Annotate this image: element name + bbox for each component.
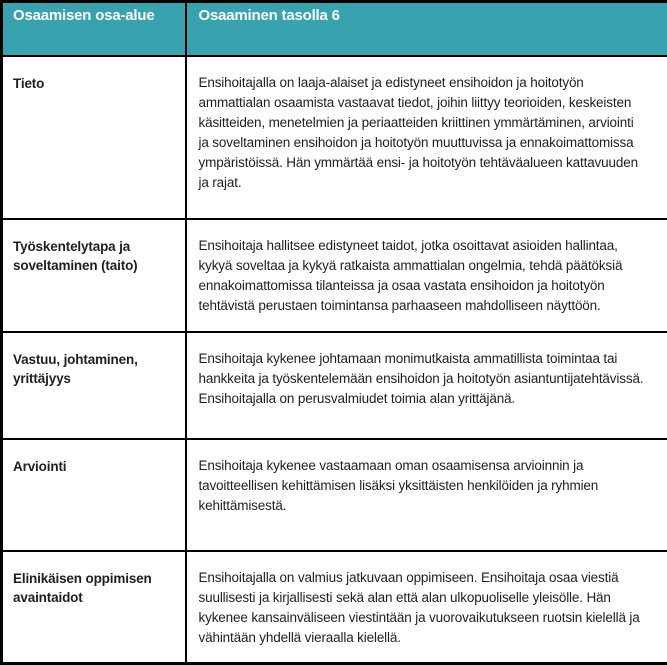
row-area-cell: Työskentelytapa ja soveltaminen (taito)	[2, 219, 186, 332]
table-row	[2, 551, 667, 664]
row-description-cell: Ensihoitajalla on laaja-alaiset ja edistyneet ensihoidon ja hoitotyön ammattialan osaamista vastaavat tiedot, joihin liittyy teorioiden, keskeisten käsitteiden, menetelmien ja periaatteiden kriittinen ymmärtäminen, arviointi ja soveltaminen ensihoidon ja hoitotyön muuttuvissa ja ennakoimattomissa ympäristöissä. Hän ymmärtää ensi- ja hoitotyön tehtäväalueen kattavuuden ja rajat.	[186, 56, 667, 219]
table-row	[2, 332, 667, 439]
row-area-cell: Tieto	[2, 56, 186, 219]
column-header-area: Osaamisen osa-alue	[2, 2, 186, 56]
row-description-cell: Ensihoitaja hallitsee edistyneet taidot, jotka osoittavat asioiden hallintaa, kykyä soveltaa ja kykyä ratkaista ammattialan ongelmia, tehdä päätöksiä ennakoimattomissa tilanteissa ja osaa vastata ensihoidon ja hoitotyön tehtävistä perustaen toimintansa parhaaseen mahdolliseen näyttöön.	[186, 219, 667, 332]
table-row	[2, 56, 667, 219]
table-row	[2, 219, 667, 332]
row-area-cell: Vastuu, johtaminen, yrittäjyys	[2, 332, 186, 439]
column-header-level: Osaaminen tasolla 6	[186, 2, 667, 56]
row-area-cell: Elinikäisen oppimisen avaintaidot	[2, 551, 186, 664]
row-description-cell: Ensihoitaja kykenee vastaamaan oman osaamisensa arvioinnin ja tavoitteellisen kehittämisen lisäksi yksittäisten henkilöiden ja ryhmien kehittämisestä.	[186, 439, 667, 551]
table-header-row	[2, 2, 667, 56]
row-description-cell: Ensihoitajalla on valmius jatkuvaan oppimiseen. Ensihoitaja osaa viestiä suullisesti ja kirjallisesti sekä alan että alan ulkopuoliselle yleisölle. Hän kykenee kansainväliseen viestintään ja vuorovaikutukseen ruotsin kielellä ja vähintään yhdellä vieraalla kielellä.	[186, 551, 667, 664]
table-row	[2, 439, 667, 551]
row-area-cell: Arviointi	[2, 439, 186, 551]
row-description-cell: Ensihoitaja kykenee johtamaan monimutkaista ammatillista toimintaa tai hankkeita ja työskentelemään ensihoidon ja hoitotyön asiantuntijatehtävissä. Ensihoitajalla on perusvalmiudet toimia alan yrittäjänä.	[186, 332, 667, 439]
